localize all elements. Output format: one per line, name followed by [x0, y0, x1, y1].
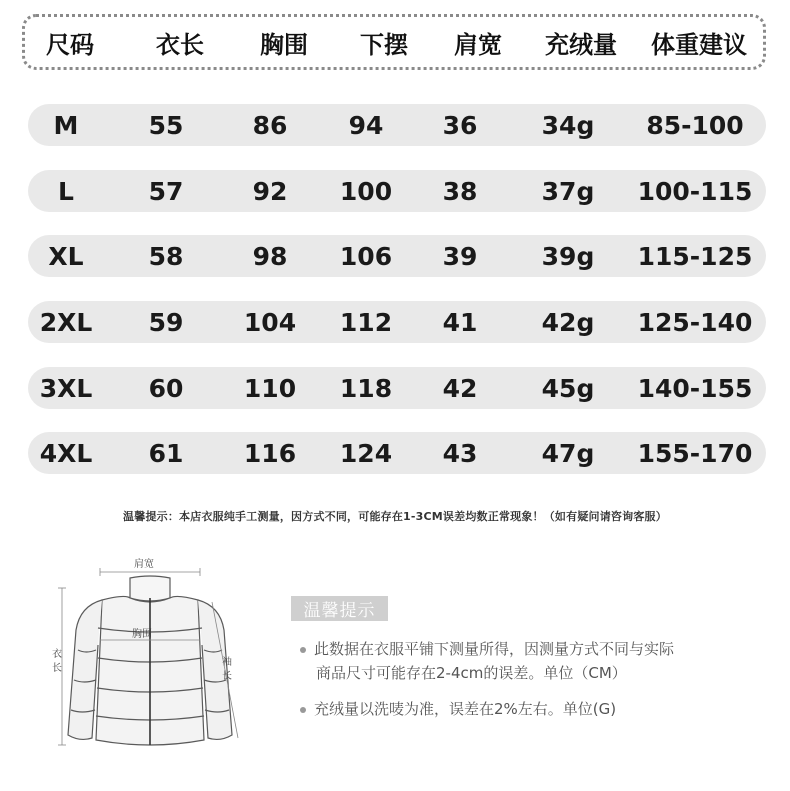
weight-cell: 155-170 [637, 438, 753, 468]
weight-cell: 125-140 [637, 307, 753, 337]
shoulder-cell: 39 [442, 241, 478, 271]
header-chest: 胸围 [260, 30, 308, 59]
length-label-bottom: 长 [52, 663, 62, 674]
length-cell: 58 [148, 241, 184, 271]
size-cell: 4XL [39, 438, 93, 468]
shoulder-cell: 43 [442, 438, 478, 468]
shoulder-cell: 36 [442, 110, 478, 140]
chest-cell: 116 [243, 438, 297, 468]
table-row [28, 301, 766, 343]
tip-line-2-text: 充绒量以洗唛为准，误差在2%左右。单位(G) [314, 700, 617, 718]
chest-cell: 104 [243, 307, 297, 337]
down-fill-cell: 45g [541, 373, 595, 403]
size-cell: XL [48, 241, 84, 271]
chest-label: 胸围 [132, 629, 152, 640]
weight-cell: 100-115 [637, 176, 753, 206]
hem-cell: 94 [348, 110, 384, 140]
tips-title: 温馨提示 [291, 596, 388, 621]
size-cell: 2XL [39, 307, 93, 337]
size-cell: L [58, 176, 74, 206]
weight-cell: 115-125 [637, 241, 753, 271]
shoulder-cell: 38 [442, 176, 478, 206]
tip-line-1-text: 此数据在衣服平铺下测量所得，因测量方式不同与实际 [314, 640, 675, 658]
sleeve-label-bottom: 长 [222, 671, 232, 682]
table-row [28, 432, 766, 474]
down-fill-cell: 37g [541, 176, 595, 206]
bullet-icon [300, 647, 306, 653]
table-row [28, 104, 766, 146]
down-fill-cell: 47g [541, 438, 595, 468]
shoulder-cell: 42 [442, 373, 478, 403]
header-weight: 体重建议 [651, 30, 747, 59]
length-cell: 61 [148, 438, 184, 468]
measurement-notice: 温馨提示：本店衣服纯手工测量，因方式不同，可能存在1-3CM误差均数正常现象！（如有疑问请咨询客服） [123, 510, 667, 523]
shoulder-cell: 41 [442, 307, 478, 337]
jacket-illustration [40, 550, 260, 760]
length-cell: 59 [148, 307, 184, 337]
hem-cell: 100 [339, 176, 393, 206]
tip-line-2 [300, 698, 616, 721]
tip-line-1 [300, 638, 674, 661]
chest-cell: 110 [243, 373, 297, 403]
down-fill-cell: 34g [541, 110, 595, 140]
size-table-header [22, 14, 766, 70]
size-cell: M [53, 110, 79, 140]
hem-cell: 106 [339, 241, 393, 271]
hem-cell: 124 [339, 438, 393, 468]
down-fill-cell: 39g [541, 241, 595, 271]
chest-cell: 98 [252, 241, 288, 271]
length-cell: 60 [148, 373, 184, 403]
length-cell: 57 [148, 176, 184, 206]
header-down-fill: 充绒量 [545, 30, 617, 59]
weight-cell: 85-100 [646, 110, 744, 140]
hem-cell: 112 [339, 307, 393, 337]
table-row [28, 367, 766, 409]
weight-cell: 140-155 [637, 373, 753, 403]
chest-cell: 86 [252, 110, 288, 140]
sleeve-label-top: 袖 [222, 657, 232, 668]
chest-cell: 92 [252, 176, 288, 206]
bullet-icon [300, 707, 306, 713]
header-size: 尺码 [46, 30, 94, 59]
header-shoulder: 肩宽 [454, 30, 502, 59]
table-row [28, 170, 766, 212]
table-row [28, 235, 766, 277]
down-fill-cell: 42g [541, 307, 595, 337]
header-hem: 下摆 [360, 30, 408, 59]
tip-line-1-cont: 商品尺寸可能存在2-4cm的误差。单位（CM） [316, 664, 627, 682]
jacket-measurement-diagram [40, 550, 260, 760]
size-cell: 3XL [39, 373, 93, 403]
length-label-top: 衣 [52, 649, 62, 660]
length-cell: 55 [148, 110, 184, 140]
hem-cell: 118 [339, 373, 393, 403]
shoulder-label: 肩宽 [134, 559, 154, 570]
header-length: 衣长 [156, 30, 204, 59]
